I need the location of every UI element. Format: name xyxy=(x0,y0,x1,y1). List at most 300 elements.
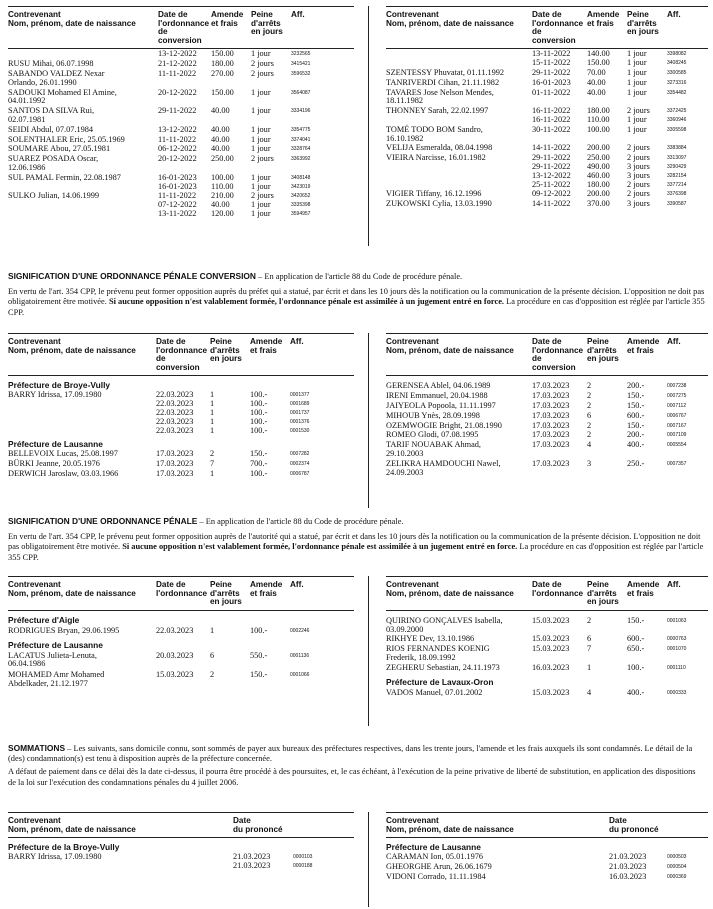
contrevenant-cell xyxy=(8,50,158,59)
table-header xyxy=(8,334,354,376)
table-cell: 3 xyxy=(587,458,592,468)
table-cell: 2 xyxy=(210,449,215,459)
column-header: Aff. xyxy=(291,10,305,19)
table-cell: 0006767 xyxy=(667,412,687,419)
table-cell: 150.- xyxy=(250,670,268,680)
table-cell: 3398082 3408245 xyxy=(667,51,687,67)
table-cell: 22.03.2023 22.03.2023 22.03.2023 22.03.2023 22.03.2023 xyxy=(156,390,194,435)
notice-sommations xyxy=(8,743,705,788)
table-cell: 0006787 xyxy=(290,470,310,477)
ordonnance-table-right xyxy=(386,333,708,477)
table-cell: 0000369 xyxy=(667,873,687,880)
table-cell: 13-11-2022 15-11-2022 xyxy=(532,49,571,68)
table-row xyxy=(8,450,354,459)
column-header: Aff. xyxy=(290,580,304,589)
contrevenant-cell: SZENTESSY Phuvatat, 01.11.1992 xyxy=(386,67,505,77)
contrevenant-cell: GERENSEA Ablel, 04.06.1989 xyxy=(386,381,491,391)
prefecture-heading: Préfecture de Lausanne xyxy=(8,439,103,450)
table-cell: 6 xyxy=(587,634,592,644)
table-cell: 30-11-2022 xyxy=(532,124,571,134)
table-cell: 0001063 xyxy=(667,617,687,624)
table-cell: 0000103 0000188 xyxy=(293,854,313,869)
column-header: Contrevenant Nom, prénom, date de naissance xyxy=(386,816,514,834)
table-cell: 400.- xyxy=(627,440,645,450)
table-row xyxy=(8,126,354,135)
table-cell: 1 jour xyxy=(251,49,271,59)
table-row xyxy=(386,441,708,459)
contrevenant-cell: BÜRKI Jeanne, 20.05.1976 xyxy=(8,459,100,469)
table-row xyxy=(386,154,708,189)
contrevenant-cell: RUSU Mihai, 06.07.1998 xyxy=(8,59,94,69)
table-row xyxy=(386,863,708,872)
column-header: Contrevenant Nom, prénom, date de naissance xyxy=(386,10,514,28)
table-cell: 100.00 110.00 xyxy=(211,172,234,191)
table-row xyxy=(8,107,354,125)
table-row xyxy=(8,470,354,479)
table-cell: 2 xyxy=(587,381,592,391)
contrevenant-cell: RODRIGUES Bryan, 29.06.1995 xyxy=(8,625,120,635)
table-cell: 1 jour xyxy=(251,134,271,144)
table-cell: 16.03.2023 xyxy=(532,662,570,672)
table-cell: 7 xyxy=(210,459,215,469)
column-header: Date de l'ordonnance de conversion xyxy=(158,10,210,45)
table-cell: 100.- xyxy=(250,625,268,635)
table-cell: 6 xyxy=(587,410,592,420)
table-row xyxy=(8,460,354,469)
table-row xyxy=(386,382,708,391)
contrevenant-cell: SANTOS DA SILVA Rui, 02.07.1981 xyxy=(8,106,95,124)
contrevenant-cell: VELIJA Esmeralda, 08.04.1998 xyxy=(386,143,493,153)
table-cell: 150.- xyxy=(250,449,268,459)
contrevenant-cell: ROMEO Glodi, 07.08.1995 xyxy=(386,430,479,440)
table-cell: 17.03.2023 xyxy=(532,420,570,430)
table-cell: 250.00 xyxy=(211,154,234,164)
column-header: Date du prononcé xyxy=(233,816,283,834)
table-cell: 16-01-2023 16-01-2023 xyxy=(158,172,197,191)
table-cell: 3374041 xyxy=(291,136,311,143)
table-cell: 2 xyxy=(587,391,592,401)
contrevenant-cell: ZEGHERU Sebastian, 24.11.1973 xyxy=(386,662,500,672)
table-cell: 17.03.2023 xyxy=(532,381,570,391)
table-row xyxy=(386,645,708,663)
section-text: – Les suivants, sans domicile connu, sont sommés de payer aux bureaux des préfectures respectives, dans les trente jours, l'amende et les frais auxquels ils sont condamnés. Le détail de la (des) condamnation(s) est tenu à disposition auprès de la préfecture concernée. xyxy=(8,744,693,764)
table-cell: 0000333 xyxy=(667,689,687,696)
column-header: Amende et frais xyxy=(627,337,660,355)
table-cell: 3415421 xyxy=(291,61,311,68)
table-cell: 0000763 xyxy=(667,636,687,643)
table-cell: 100.00 xyxy=(587,124,610,134)
table-cell: 40.00 xyxy=(211,124,230,134)
table-header xyxy=(386,813,708,838)
contrevenant-cell: SEIDI Abdul, 07.07.1984 xyxy=(8,124,94,134)
table-cell: 1 1 1 1 1 xyxy=(210,390,215,435)
table-cell: 29-11-2022 29-11-2022 13-12-2022 25-11-2022 xyxy=(532,153,571,189)
table-row xyxy=(386,392,708,401)
table-cell: 3376398 xyxy=(667,191,687,198)
contrevenant-cell: OZEMWOGIE Bright, 21.08.1990 xyxy=(386,420,502,430)
column-header: Aff. xyxy=(667,580,681,589)
table-row xyxy=(8,136,354,145)
table-cell: 0007357 xyxy=(667,460,687,467)
column-header: Aff. xyxy=(667,337,681,346)
table-cell: 3596532 xyxy=(291,70,311,77)
table-row xyxy=(386,689,708,698)
section-title: SIGNIFICATION D'UNE ORDONNANCE PÉNALE xyxy=(8,516,198,526)
table-row xyxy=(386,79,708,88)
table-cell: 22.03.2023 xyxy=(156,625,194,635)
table-cell: 0007167 xyxy=(667,422,687,429)
column-header: Date du prononcé xyxy=(609,816,659,834)
contrevenant-cell: THONNEY Sarah, 22.02.1997 xyxy=(386,106,489,116)
table-cell: 17.03.2023 xyxy=(156,459,194,469)
table-row xyxy=(8,853,354,871)
table-cell: 2 jours xyxy=(251,68,274,78)
contrevenant-cell: ZELIKRA HAMDOUCHI Nawel, 24.09.2003 xyxy=(386,458,501,477)
table-cell: 150.00 xyxy=(211,49,234,59)
column-header: Contrevenant Nom, prénom, date de naissance xyxy=(8,580,136,598)
column-header: Contrevenant Nom, prénom, date de naissance xyxy=(8,816,136,834)
column-header: Peine d'arrêts en jours xyxy=(251,10,283,37)
table-cell: 100.- xyxy=(627,662,645,672)
table-cell: 2 jours xyxy=(627,189,650,199)
contrevenant-cell: TAVARES Jose Nelson Mendes, 18.11.1982 xyxy=(386,87,494,106)
table-cell: 1 jour xyxy=(627,77,647,87)
table-cell: 100.- 100.- 100.- 100.- 100.- xyxy=(250,390,268,435)
table-cell: 7 xyxy=(587,644,592,654)
table-row xyxy=(386,107,708,125)
table-cell: 3232565 xyxy=(291,51,311,58)
table-cell: 0007282 xyxy=(290,451,310,458)
prefecture-heading: Préfecture de Lavaux-Oron xyxy=(386,676,494,687)
table-cell: 17.03.2023 xyxy=(532,440,570,450)
table-cell: 40.00 xyxy=(211,106,230,116)
table-cell: 29-11-2022 xyxy=(532,67,571,77)
table-cell: 2 jours 1 jour xyxy=(627,106,650,124)
column-header: Contrevenant Nom, prénom, date de naissance xyxy=(386,580,514,598)
contrevenant-cell: MOHAMED Amr Mohamed Abdelkader, 21.12.1977 xyxy=(8,670,105,688)
column-header: Peine d'arrêts en jours xyxy=(587,580,619,607)
contrevenant-cell: MIHOUB Ynès, 28.09.1998 xyxy=(386,410,480,420)
column-header: Date de l'ordonnance de conversion xyxy=(156,337,208,372)
table-header xyxy=(386,7,708,49)
table-cell: 100.- xyxy=(250,468,268,478)
table-cell: 29-11-2022 xyxy=(158,106,197,116)
table-row xyxy=(8,155,354,173)
contrevenant-cell: QUIRINO GONÇALVES Isabella, 03.09.2000 xyxy=(386,615,503,634)
table-cell: 3354482 xyxy=(667,89,687,96)
column-header: Date de l'ordonnance xyxy=(532,580,584,598)
table-cell: 01-11-2022 xyxy=(532,87,571,97)
table-cell: 40.00 xyxy=(587,77,606,87)
contrevenant-cell: DERWICH Jaroslaw, 03.03.1966 xyxy=(8,468,119,478)
contrevenant-cell xyxy=(386,50,532,68)
table-row xyxy=(8,627,354,636)
column-divider xyxy=(368,333,369,508)
table-cell: 1 jour 1 jour xyxy=(627,49,647,68)
table-cell: 600.- xyxy=(627,410,645,420)
table-cell: 20-12-2022 xyxy=(158,87,197,97)
contrevenant-cell: TANRIVERDI Cihan, 21.11.1982 xyxy=(386,77,500,87)
contrevenant-cell: TOMÉ TODO BOM Sandro, 16.10.1982 xyxy=(386,124,483,143)
table-cell: 14-11-2022 xyxy=(532,143,571,153)
contrevenant-cell: SABANDO VALDEZ Nexar Orlando, 26.01.1990 xyxy=(8,68,105,87)
contrevenant-cell: SOLENTHALER Eric, 25.05.1969 xyxy=(8,134,125,144)
table-row xyxy=(386,126,708,144)
table-cell: 3408148 3423019 xyxy=(291,174,311,190)
table-cell: 370.00 xyxy=(587,199,610,209)
table-cell: 3 jours xyxy=(627,199,650,209)
contrevenant-cell: SUAREZ POSADA Oscar, 12.06.1986 xyxy=(8,154,99,172)
table-cell: 21.03.2023 21.03.2023 xyxy=(233,852,271,870)
contrevenant-cell: GHEORGHE Arun, 26.06.1679 xyxy=(386,861,492,871)
column-header: Peine d'arrêts en jours xyxy=(587,337,619,364)
table-cell: 20.03.2023 xyxy=(156,650,194,660)
column-header: Amende et frais xyxy=(211,10,244,28)
table-cell: 11-11-2022 xyxy=(158,68,197,78)
contrevenant-cell: VIDONI Corrado, 11.11.1984 xyxy=(386,871,486,881)
table-cell: 06-12-2022 xyxy=(158,144,197,154)
table-cell: 17.03.2023 xyxy=(532,400,570,410)
table-cell: 1 jour xyxy=(251,124,271,134)
conversion-table-left xyxy=(8,6,354,219)
table-row xyxy=(386,422,708,431)
table-cell: 2 xyxy=(587,615,592,625)
column-header: Peine d'arrêts en jours xyxy=(627,10,659,37)
table-cell: 2 jours xyxy=(627,143,650,153)
table-row xyxy=(386,190,708,199)
column-divider xyxy=(368,812,369,907)
table-cell: 3420652 3335398 3594957 xyxy=(291,193,311,217)
sommations-table-right xyxy=(386,812,708,882)
table-cell: 2 xyxy=(587,400,592,410)
contrevenant-cell: RIOS FERNANDES KOENIG Frederik, 18.09.1992 xyxy=(386,644,490,662)
column-header: Aff. xyxy=(290,337,304,346)
table-cell: 17.03.2023 xyxy=(532,410,570,420)
contrevenant-cell: LACATUS Julieta-Lenuta, 06.04.1986 xyxy=(8,650,97,669)
table-cell: 3372425 3360946 xyxy=(667,108,687,123)
table-cell: 3564087 xyxy=(291,89,311,96)
table-cell: 0002374 xyxy=(290,461,310,468)
table-cell: 0007109 xyxy=(667,432,687,439)
table-cell: 13-12-2022 xyxy=(158,124,197,134)
table-cell: 150.- xyxy=(627,400,645,410)
table-cell: 15.03.2023 xyxy=(532,634,570,644)
table-cell: 210.00 40.00 120.00 xyxy=(211,191,234,218)
table-row xyxy=(386,873,708,882)
column-header: Contrevenant Nom, prénom, date de naissance xyxy=(8,337,136,355)
ordonnance-table2-right xyxy=(386,576,708,697)
table-cell: 0001066 xyxy=(290,672,310,679)
contrevenant-cell: BARRY Idrissa, 17.09.1980 xyxy=(8,390,102,400)
table-cell: 1 xyxy=(210,625,215,635)
table-cell: 1 jour xyxy=(251,87,271,97)
table-cell: 180.00 xyxy=(211,59,234,69)
table-cell: 3273316 xyxy=(667,79,687,86)
table-cell: 250.- xyxy=(627,458,645,468)
table-row xyxy=(386,635,708,644)
contrevenant-cell: SUL PAMAL Fermin, 22.08.1987 xyxy=(8,172,121,182)
table-cell: 0002246 xyxy=(290,627,310,634)
table-cell: 550.- xyxy=(250,650,268,660)
table-cell: 2 jours xyxy=(251,59,274,69)
table-cell: 2 jours 3 jours 3 jours 2 jours xyxy=(627,153,650,189)
contrevenant-cell: VIEIRA Narcisse, 16.01.1982 xyxy=(386,153,486,163)
table-cell: 2 xyxy=(210,670,215,680)
table-cell: 700.- xyxy=(250,459,268,469)
table-cell: 150.- xyxy=(627,615,645,625)
table-cell: 1 jour xyxy=(627,124,647,134)
notice-ordonnance xyxy=(8,516,705,563)
table-cell: 0001136 xyxy=(290,652,310,659)
table-cell: 0005554 xyxy=(667,442,687,449)
table-cell: 200.- xyxy=(627,430,645,440)
table-cell: 0000503 xyxy=(667,854,687,861)
prefecture-heading: Préfecture de Lausanne xyxy=(386,842,481,853)
column-header: Peine d'arrêts en jours xyxy=(210,580,242,607)
contrevenant-cell: BARRY Idrissa, 17.09.1980 xyxy=(8,852,102,862)
table-cell: 3363992 xyxy=(291,156,311,163)
table-row xyxy=(386,412,708,421)
table-cell: 0001377 0001689 0001737 0001376 0001530 xyxy=(290,392,310,434)
contrevenant-cell: SULKO Julian, 14.06.1999 xyxy=(8,191,100,201)
table-row xyxy=(386,460,708,478)
column-header: Date de l'ordonnance de conversion xyxy=(532,10,584,45)
notice-conversion xyxy=(8,271,705,318)
table-cell: 16-11-2022 16-11-2022 xyxy=(532,106,571,124)
section-title: SIGNIFICATION D'UNE ORDONNANCE PÉNALE CONVERSION xyxy=(8,271,256,281)
table-cell: 4 xyxy=(587,440,592,450)
table-cell: 3383884 xyxy=(667,145,687,152)
table-row xyxy=(386,200,708,209)
table-row xyxy=(8,391,354,435)
table-cell: 270.00 xyxy=(211,68,234,78)
section-text: En vertu de l'art. 354 CPP, le prévenu peut former opposition auprès du préfet qui a statué, par écrit et dans les 10 jours dès la notification ou la communication de la présente décision. L'opposition ne doit pas obligatoirement être motivée. xyxy=(8,287,705,307)
table-row xyxy=(386,144,708,153)
ordonnance-table-left xyxy=(8,333,354,479)
table-row xyxy=(8,671,354,689)
table-row xyxy=(8,652,354,670)
table-cell: 16.03.2023 xyxy=(609,871,647,881)
column-header: Amende et frais xyxy=(627,580,660,598)
contrevenant-cell: SADOUKI Mohamed El Amine, 04.01.1992 xyxy=(8,87,117,106)
section-title-suffix: – En application de l'article 88 du Code de procédure pénale. xyxy=(197,517,404,526)
table-cell: 3300585 xyxy=(667,69,687,76)
table-cell: 14-11-2022 xyxy=(532,199,571,209)
contrevenant-cell: VIGIER Tiffany, 16.12.1996 xyxy=(386,189,482,199)
table-header xyxy=(8,577,354,611)
column-divider xyxy=(368,6,369,246)
section-text-bold: Si aucune opposition n'est valablement formée, l'ordonnance pénale est assimilée à un jugement entré en force. xyxy=(122,542,518,552)
table-cell: 0007238 xyxy=(667,383,687,390)
table-cell: 40.00 xyxy=(587,87,606,97)
contrevenant-cell: ZUKOWSKI Cylia, 13.03.1990 xyxy=(386,199,492,209)
table-cell: 16-01-2023 xyxy=(532,77,571,87)
table-cell: 0001110 xyxy=(667,664,686,671)
table-cell: 3313097 3290429 3282154 3377214 xyxy=(667,155,687,188)
table-cell: 2 xyxy=(587,420,592,430)
prefecture-heading: Préfecture d'Aigle xyxy=(8,614,80,625)
table-cell: 1 jour xyxy=(251,144,271,154)
table-cell: 3334196 xyxy=(291,108,311,115)
table-cell: 2 jours xyxy=(251,154,274,164)
table-cell: 17.03.2023 xyxy=(532,430,570,440)
table-row xyxy=(386,50,708,68)
contrevenant-cell: VADOS Manuel, 07.01.2002 xyxy=(386,687,483,697)
section-text: En vertu de l'art. 354 CPP, le prévenu peut former opposition auprès de l'autorité qui a statué, par écrit et dans les 10 jours dès la notification ou la communication de la présente décision. L'opposition ne doit pas obligatoirement être motivée. xyxy=(8,532,701,552)
table-cell: 17.03.2023 xyxy=(156,468,194,478)
contrevenant-cell: RIKHYE Dev, 13.10.1986 xyxy=(386,634,475,644)
table-row xyxy=(386,664,708,673)
table-cell: 150.- xyxy=(627,391,645,401)
table-cell: 70.00 xyxy=(587,67,606,77)
table-cell: 200.00 xyxy=(587,143,610,153)
conversion-table-right xyxy=(386,6,708,209)
table-cell: 11-11-2022 xyxy=(158,134,197,144)
table-cell: 13-12-2022 xyxy=(158,49,197,59)
table-row xyxy=(8,89,354,107)
table-cell: 0001070 xyxy=(667,646,687,653)
table-row xyxy=(386,402,708,411)
table-row xyxy=(386,89,708,107)
table-row xyxy=(8,70,354,88)
contrevenant-cell: TARIF NOUABAK Ahmad, 29.10.2003 xyxy=(386,440,481,458)
table-cell: 2 jours 1 jour 1 jour xyxy=(251,191,274,218)
contrevenant-cell: IRENI Emmanuel, 20.04.1988 xyxy=(386,391,488,401)
table-cell: 180.00 110.00 xyxy=(587,106,610,124)
table-cell: 20-12-2022 xyxy=(158,154,197,164)
table-cell: 1 jour xyxy=(627,67,647,77)
contrevenant-cell: CARAMAN Ion, 05.01.1976 xyxy=(386,852,484,862)
table-cell: 1 jour xyxy=(627,87,647,97)
section-text-bold: Si aucune opposition n'est valablement formée, l'ordonnance pénale est assimilée à un jugement entré en force. xyxy=(108,297,505,307)
table-cell: 21.03.2023 xyxy=(609,852,647,862)
column-header: Date de l'ordonnance xyxy=(156,580,208,598)
table-cell: 1 jour 1 jour xyxy=(251,172,271,191)
table-cell: 17.03.2023 xyxy=(532,458,570,468)
prefecture-heading: Préfecture de Lausanne xyxy=(8,639,103,650)
table-cell: 15.03.2023 xyxy=(532,644,570,654)
table-cell: 3328764 xyxy=(291,146,311,153)
table-cell: 4 xyxy=(587,687,592,697)
column-header: Amende et frais xyxy=(587,10,620,28)
table-row xyxy=(8,174,354,192)
column-divider xyxy=(368,576,369,726)
contrevenant-cell: JAIYEOLA Popoola, 11.11.1997 xyxy=(386,400,496,410)
section-title: SOMMATIONS xyxy=(8,743,66,753)
table-cell: 17.03.2023 xyxy=(156,449,194,459)
table-cell: 0000504 xyxy=(667,863,687,870)
table-cell: 650.- xyxy=(627,644,645,654)
section-text-end: La procédure en cas d'opposition est réglée par l'article 355 CPP. xyxy=(8,542,704,562)
column-header: Amende et frais xyxy=(250,580,283,598)
table-header xyxy=(386,334,708,376)
table-cell: 140.00 150.00 xyxy=(587,49,610,68)
table-cell: 3390587 xyxy=(667,201,687,208)
section-text-2: A défaut de paiement dans ce délai dès la date ci-dessus, il pourra être procédé à des poursuites, et, le cas échéant, à l'exécution de la peine privative de liberté de substitution, en application des dispositions de la loi sur l'exécution des condamnations pénales du 4 juillet 2006. xyxy=(8,767,696,787)
contrevenant-cell: BELLEVOIX Lucas, 25.08.1997 xyxy=(8,449,118,459)
contrevenant-cell: SOUMARE Abou, 27.05.1981 xyxy=(8,144,111,154)
table-row xyxy=(386,69,708,78)
table-cell: 40.00 xyxy=(211,134,230,144)
table-cell: 250.00 490.00 460.00 180.00 xyxy=(587,153,610,189)
table-row xyxy=(8,192,354,218)
table-header xyxy=(386,577,708,611)
table-cell: 0007112 xyxy=(667,402,687,409)
table-cell: 17.03.2023 xyxy=(532,391,570,401)
column-header: Amende et frais xyxy=(250,337,283,355)
section-title-suffix: – En application de l'article 88 du Code de procédure pénale. xyxy=(255,272,463,281)
column-header: Contrevenant Nom, prénom, date de naissance xyxy=(386,337,514,355)
